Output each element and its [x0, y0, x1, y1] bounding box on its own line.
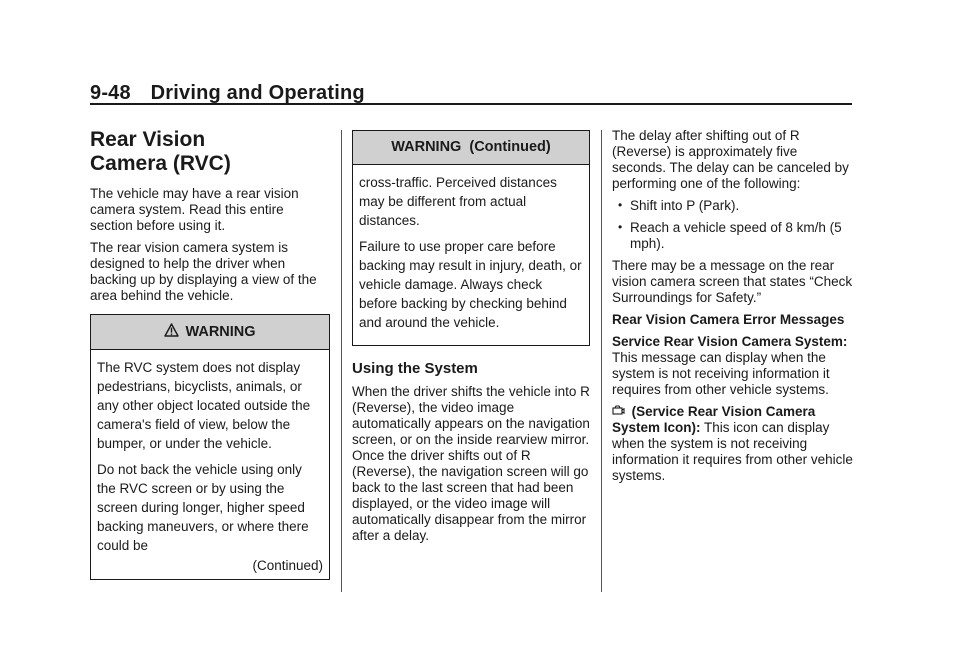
column-divider [601, 130, 602, 592]
warning-paragraph: The RVC system does not display pedestrians, bicyclists, animals, or any other object located outside the camera's field of view, below the bumper, or under the vehicle. [97, 360, 311, 451]
bullet-item: • Reach a vehicle speed of 8 km/h (5 mph). [612, 220, 854, 252]
warning-body [91, 350, 329, 579]
warning-box-continued [352, 130, 590, 346]
error-messages-heading: Rear Vision Camera Error Messages [612, 312, 845, 327]
service-message-text: This message can display when the system is not receiving information it requires from other vehicle systems. [612, 350, 830, 397]
warning-paragraph: Failure to use proper care before backing may result in injury, death, or vehicle damage. Always check before backing by checking behind and around the vehicle. [359, 239, 582, 330]
warning-label: WARNING [185, 324, 256, 340]
warning-body [353, 165, 589, 345]
column-3 [612, 128, 854, 490]
page-number: 9-48 [90, 82, 131, 104]
service-message-label: Service Rear Vision Camera System: [612, 334, 848, 349]
section-title [90, 128, 330, 176]
message-paragraph: There may be a message on the rear vision camera screen that states “Check Surroundings for Safety.” [612, 258, 853, 305]
service-message-paragraph [612, 334, 854, 398]
section-title-line-1: Rear Vision [90, 128, 206, 151]
warning-header [91, 315, 329, 350]
warning-paragraph: cross-traffic. Perceived distances may be different from actual distances. [359, 175, 557, 228]
warning-box [90, 314, 330, 580]
description-paragraph: The rear vision camera system is designed to help the driver when backing up by displaying a view of the area behind the vehicle. [90, 240, 317, 303]
service-icon-label: (Service Rear Vision Camera System Icon): [612, 404, 816, 435]
subsection-title: Using the System [352, 360, 478, 377]
column-1 [90, 128, 330, 580]
header-rule [90, 103, 852, 105]
page-header [90, 82, 365, 105]
warning-label: WARNING (Continued) [391, 139, 551, 155]
continued-label: (Continued) [252, 558, 323, 573]
camera-icon [612, 404, 629, 419]
column-2 [352, 130, 590, 550]
warning-header [353, 131, 589, 165]
chapter-title: Driving and Operating [150, 82, 365, 104]
section-title-line-2: Camera (RVC) [90, 152, 231, 175]
service-icon-text: This icon can display when the system is not receiving information it requires from other vehicle systems. [612, 420, 853, 483]
column-divider [341, 130, 342, 592]
service-icon-paragraph [612, 404, 854, 484]
warning-triangle-icon [164, 324, 183, 340]
delay-paragraph: The delay after shifting out of R (Reverse) is approximately five seconds. The delay can be canceled by performing one of the following: [612, 128, 849, 191]
using-system-paragraph: When the driver shifts the vehicle into R (Reverse), the video image automatically appears on the navigation screen, or on the inside rearview mirror. Once the driver shifts out of R (Reverse), the navigation screen will go back to the last screen that had been displayed, or the video image will automatically disappear from the mirror after a delay. [352, 384, 590, 543]
bullet-item: • Shift into P (Park). [612, 198, 854, 214]
warning-paragraph: Do not back the vehicle using only the RVC screen or by using the screen during longer, higher speed backing maneuvers, or where there could be [97, 462, 309, 553]
intro-paragraph: The vehicle may have a rear vision camera system. Read this entire section before using it. [90, 186, 299, 233]
